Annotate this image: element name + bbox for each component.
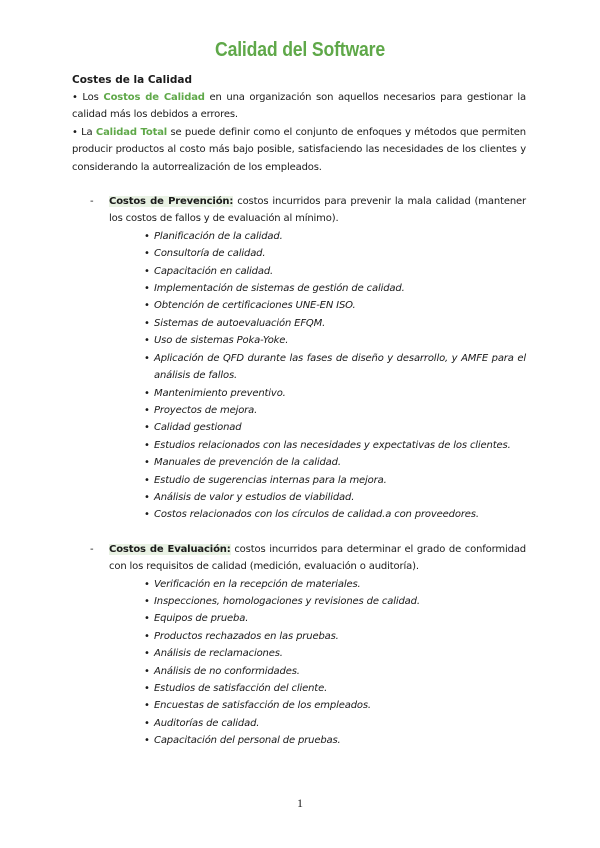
category-heading — [72, 541, 526, 576]
intro-paragraph-calidad-total: • La Calidad Total se puede definir como el conjunto de enfoques y métodos que permiten producir productos al costo más bajo posible, satisfaciendo las necesidades de los clientes y considerando la autorrealización de los empleados. — [72, 126, 526, 173]
category-name: Costos de Prevención: — [109, 196, 234, 208]
list-item: • Equipos de prueba. — [144, 610, 526, 627]
document-body — [72, 72, 526, 750]
dash-bullet: - — [90, 543, 94, 555]
page-number: 1 — [297, 796, 303, 810]
category-name: Costos de Evaluación: — [109, 543, 231, 555]
category-prevencion — [72, 193, 526, 524]
list-item: • Verificación en la recepción de materiales. — [144, 576, 526, 593]
category-description: costos incurridos para prevenir la mala calidad (mantener los costos de fallos y de evaluación al mínimo). — [109, 196, 526, 225]
list-item: • Análisis de valor y estudios de viabilidad. — [144, 489, 526, 506]
category-evaluacion — [72, 541, 526, 750]
list-item: • Estudio de sugerencias internas para la mejora. — [144, 472, 526, 489]
list-item: • Capacitación en calidad. — [144, 263, 526, 280]
list-item: • Uso de sistemas Poka-Yoke. — [144, 332, 526, 349]
list-item: • Auditorías de calidad. — [144, 715, 526, 732]
list-item: • Sistemas de autoevaluación EFQM. — [144, 315, 526, 332]
section-title: Costes de la Calidad — [72, 74, 192, 86]
list-item: • Obtención de certificaciones UNE-EN ISO. — [144, 297, 526, 314]
list-item: • Implementación de sistemas de gestión de calidad. — [144, 280, 526, 297]
category-description: costos incurridos para determinar el grado de conformidad con los requisitos de calidad (medición, evaluación o auditoría). — [109, 543, 526, 573]
list-item: • Productos rechazados en las pruebas. — [144, 628, 526, 645]
list-item: • Encuestas de satisfacción de los empleados. — [144, 697, 526, 714]
list-item: • Consultoría de calidad. — [144, 245, 526, 262]
list-item: • Calidad gestionad — [144, 419, 526, 436]
list-item: • Planificación de la calidad. — [144, 228, 526, 245]
list-item: • Costos relacionados con los círculos de calidad.a con proveedores. — [144, 506, 526, 523]
item-list-prevencion — [72, 228, 526, 524]
highlight-costos-de-calidad: Costos de Calidad — [103, 92, 205, 103]
list-item: • Mantenimiento preventivo. — [144, 385, 526, 402]
list-item: • Análisis de reclamaciones. — [144, 645, 526, 662]
item-list-evaluacion — [72, 576, 526, 750]
list-item: • Análisis de no conformidades. — [144, 663, 526, 680]
page-title: Calidad del Software — [215, 38, 385, 61]
list-item: • Estudios relacionados con las necesidades y expectativas de los clientes. — [144, 437, 526, 454]
list-item: • Proyectos de mejora. — [144, 402, 526, 419]
category-heading — [72, 193, 526, 228]
list-item: • Inspecciones, homologaciones y revisiones de calidad. — [144, 593, 526, 610]
list-item: • Aplicación de QFD durante las fases de diseño y desarrollo, y AMFE para el análisis de fallos. — [144, 350, 526, 385]
dash-bullet: - — [90, 196, 94, 208]
list-item: • Estudios de satisfacción del cliente. — [144, 680, 526, 697]
intro — [72, 89, 526, 176]
intro-paragraph-costos: • Los Costos de Calidad en una organización son aquellos necesarios para gestionar la calidad más los debidos a errores. — [72, 92, 526, 121]
list-item: • Manuales de prevención de la calidad. — [144, 454, 526, 471]
list-item: • Capacitación del personal de pruebas. — [144, 732, 526, 749]
highlight-calidad-total: Calidad Total — [95, 126, 168, 138]
